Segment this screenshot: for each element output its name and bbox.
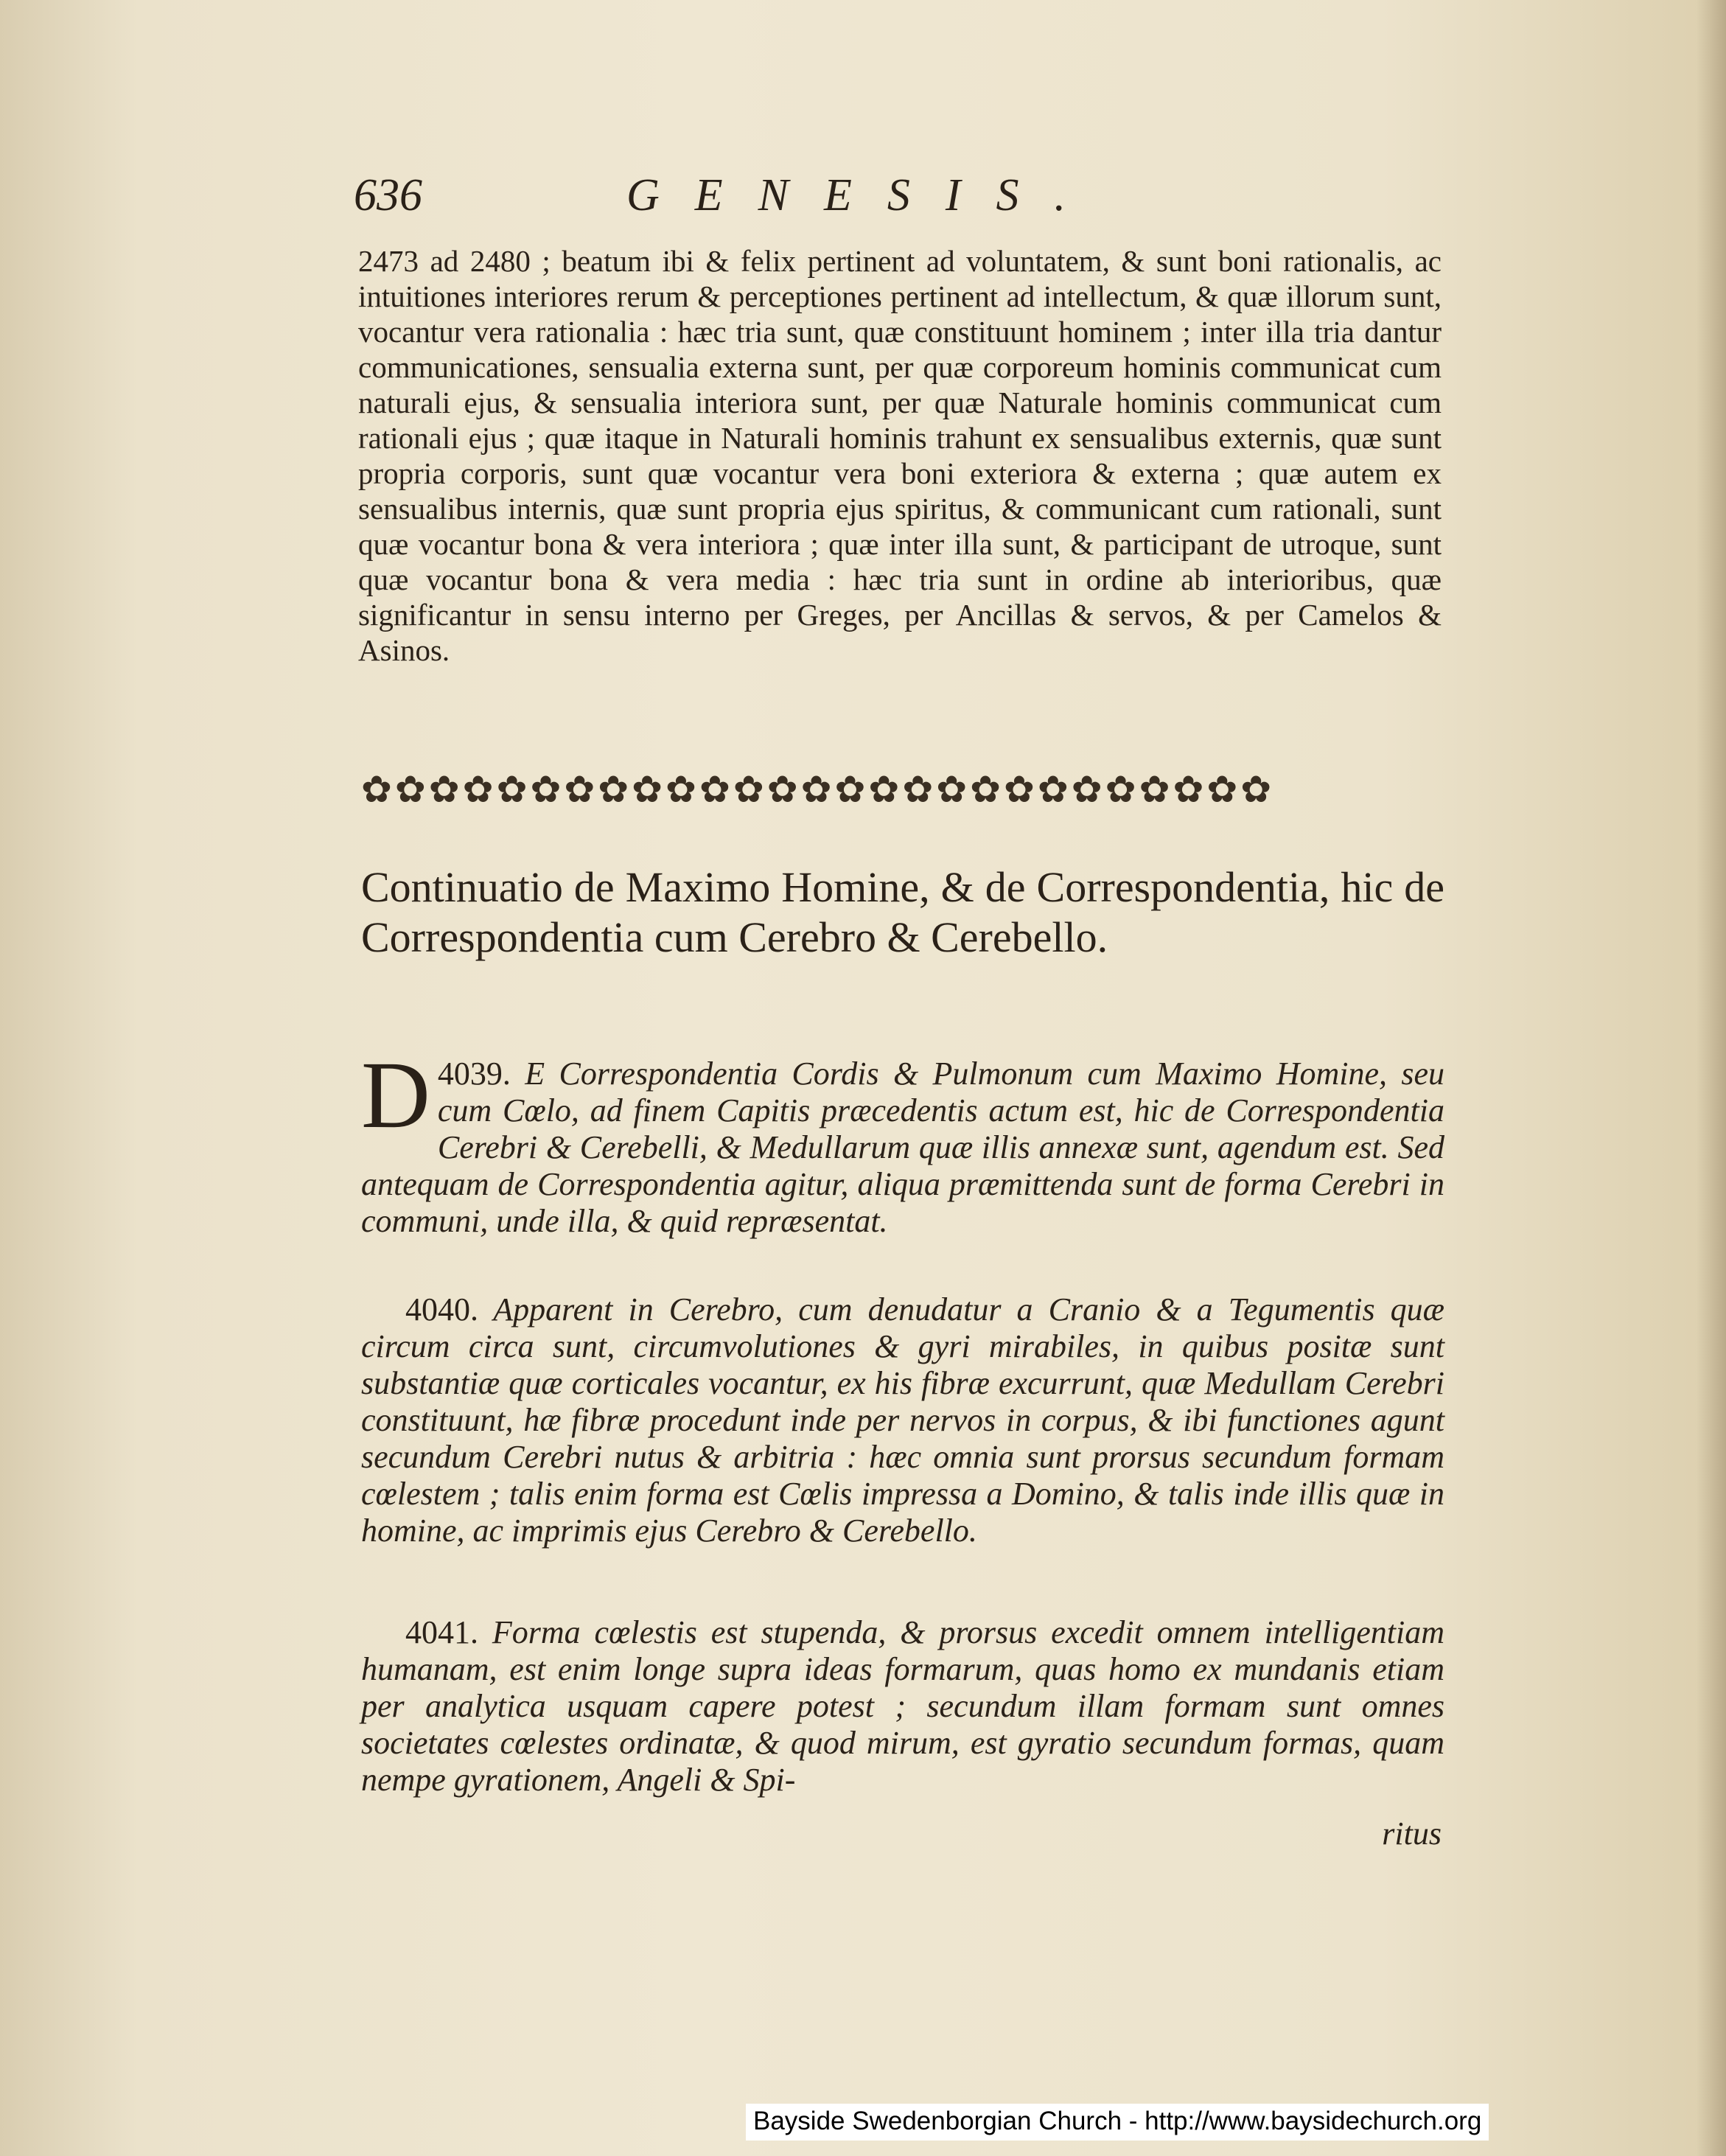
paragraph-number: 4041.	[405, 1614, 478, 1650]
ornament-divider: ✿✿✿✿✿✿✿✿✿✿✿✿✿✿✿✿✿✿✿✿✿✿✿✿✿✿✿	[361, 769, 1275, 810]
running-title: GENESIS.	[626, 170, 1102, 220]
continuation-paragraph: 2473 ad 2480 ; beatum ibi & felix pertinent ad voluntatem, & sunt boni rationalis, ac intuitiones interiores rerum & perceptiones pertinent ad intellectum, & quæ illorum sunt, vocantur vera rationalia : hæc tria sunt, quæ constituunt hominem ; inter illa tria dantur communicationes, sensualia externa sunt, per quæ corporeum hominis communicat cum naturali ejus, & sensualia interiora sunt, per quæ Naturale hominis communicat cum rationali ejus ; quæ itaque in Naturali hominis trahunt ex sensualibus externis, quæ sunt propria corporis, sunt quæ vocantur vera boni exteriora & externa ; quæ autem ex sensualibus internis, quæ sunt propria ejus spiritus, & communicant cum rationali, sunt quæ vocantur bona & vera interiora ; quæ inter illa sunt, & participant de utroque, sunt quæ vocantur bona & vera media : hæc tria sunt in ordine ab interioribus, quæ significantur in sensu interno per Greges, per Ancillas & servos, & per Camelos & Asinos.	[358, 244, 1442, 667]
paragraph-number: 4039.	[437, 1056, 511, 1092]
drop-cap: D	[361, 1042, 430, 1148]
paragraph-4039	[361, 1042, 1445, 1240]
section-heading: Continuatio de Maximo Homine, & de Correspondentia, hic de Correspondentia cum Cerebro & Cerebello.	[361, 863, 1444, 961]
page-spine-shadow	[1697, 0, 1726, 2156]
watermark-caption: Bayside Swedenborgian Church - http://www.baysidechurch.org	[746, 2104, 1489, 2141]
paragraph-4041	[361, 1614, 1444, 1799]
paragraph-text: Apparent in Cerebro, cum denudatur a Cranio & a Tegumentis quæ circum circa sunt, circumvolutiones & gyri mirabiles, in quibus positæ sunt substantiæ quæ corticales vocantur, ex his fibræ excurrunt, quæ Medullam Cerebri constituunt, hæ fibræ procedunt inde per nervos in corpus, & ibi functiones agunt secundum Cerebri nutus & arbitria : hæc omnia sunt prorsus secundum formam cœlestem ; talis enim forma est Cœlis impressa a Domino, & talis inde illis quæ in homine, ac imprimis ejus Cerebro & Cerebello.	[361, 1291, 1444, 1549]
paragraph-text: E Correspondentia Cordis & Pulmonum cum Maximo Homine, seu cum Cœlo, ad finem Capitis præcedentis actum est, hic de Correspondentia Cerebri & Cerebelli, & Medullarum quæ illis annexæ sunt, agendum est. Sed antequam de Correspondentia agitur, aliqua præmittenda sunt de forma Cerebri in communi, unde illa, & quid repræsentat.	[361, 1056, 1445, 1239]
catchword: ritus	[1382, 1815, 1442, 1852]
paragraph-number: 4040.	[405, 1291, 478, 1328]
page-header	[354, 170, 1164, 236]
paragraph-text: Forma cœlestis est stupenda, & prorsus excedit omnem intelligentiam humanam, est enim longe supra ideas formarum, quas homo ex mundanis etiam per analytica usquam capere potest ; secundum illam formam sunt omnes societates cœlestes ordinatæ, & quod mirum, est gyratio secundum formas, quam nempe gyrationem, Angeli & Spi-	[361, 1614, 1444, 1798]
paragraph-4040	[361, 1291, 1444, 1549]
page-number: 636	[354, 170, 422, 220]
